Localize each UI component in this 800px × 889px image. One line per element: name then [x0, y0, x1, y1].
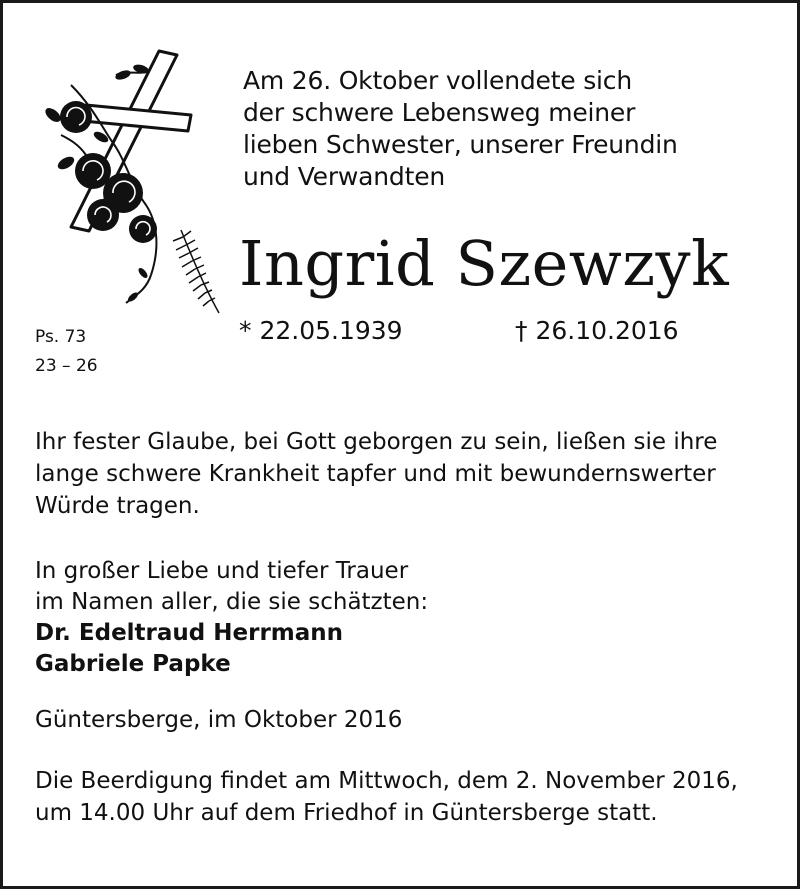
cross-with-roses-icon — [31, 45, 231, 315]
mourner-name: Dr. Edeltraud Herrmann — [35, 620, 344, 646]
birth-date: * 22.05.1939 — [239, 316, 403, 345]
intro-text — [243, 65, 678, 193]
deceased-name: Ingrid Szewzyk — [239, 227, 730, 300]
tribute-line: Würde tragen. — [35, 493, 200, 519]
intro-line: Am 26. Oktober vollendete sich — [243, 66, 632, 95]
place-date: Güntersberge, im Oktober 2016 — [35, 707, 403, 733]
psalm-verses: 23 – 26 — [35, 356, 98, 376]
intro-line: der schwere Lebensweg meiner — [243, 98, 636, 127]
mourners-line: In großer Liebe und tiefer Trauer — [35, 558, 409, 584]
funeral-line: Die Beerdigung findet am Mittwoch, dem 2. November 2016, — [35, 768, 738, 794]
tribute-text — [35, 426, 775, 522]
intro-line: lieben Schwester, unserer Freundin — [243, 130, 678, 159]
psalm-book: Ps. 73 — [35, 327, 87, 347]
mourners-block — [35, 556, 428, 680]
tribute-line: Ihr fester Glaube, bei Gott geborgen zu sein, ließen sie ihre — [35, 429, 718, 455]
mourner-name: Gabriele Papke — [35, 651, 231, 677]
death-date: † 26.10.2016 — [515, 316, 679, 345]
intro-line: und Verwandten — [243, 162, 446, 191]
mourners-line: im Namen aller, die sie schätzten: — [35, 589, 429, 615]
tribute-line: lange schwere Krankheit tapfer und mit bewundernswerter — [35, 461, 716, 487]
psalm-reference — [35, 323, 98, 381]
funeral-line: um 14.00 Uhr auf dem Friedhof in Güntersberge statt. — [35, 800, 658, 826]
funeral-info — [35, 765, 738, 829]
